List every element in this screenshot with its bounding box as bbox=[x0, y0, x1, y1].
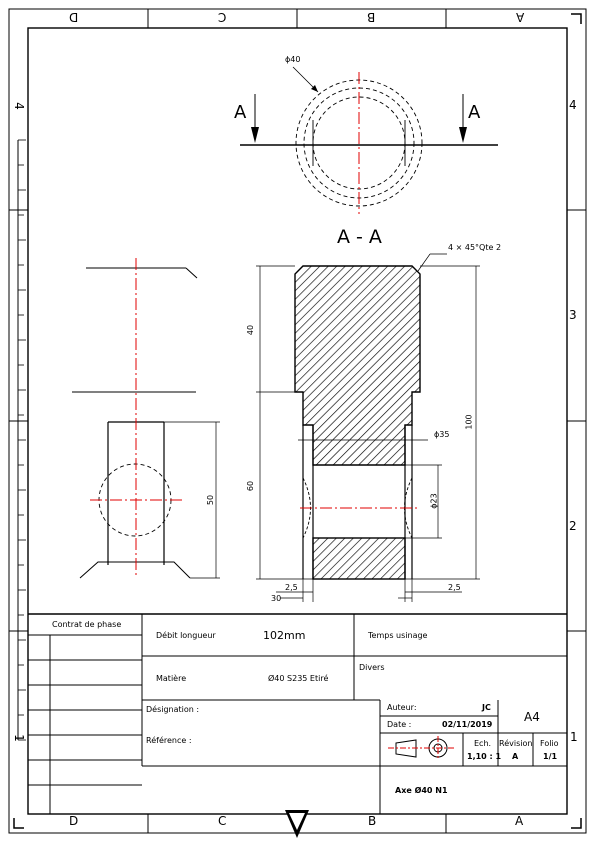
revision-value: A bbox=[512, 752, 519, 761]
divers-label: Divers bbox=[359, 663, 385, 672]
ech-value: 1,10 : 1 bbox=[467, 752, 502, 761]
debit-value: 102mm bbox=[263, 629, 306, 642]
dim-100: 100 bbox=[464, 414, 474, 430]
dim-phi35: ϕ35 bbox=[434, 430, 450, 439]
dim-2-5-left: 2,5 bbox=[285, 583, 298, 592]
zone-left-1: 1 bbox=[11, 734, 26, 742]
dim-2-5-right: 2,5 bbox=[448, 583, 461, 592]
zone-bottom-c: C bbox=[218, 814, 227, 828]
section-view bbox=[256, 254, 480, 602]
title-block-grid bbox=[28, 614, 567, 814]
matiere-value: Ø40 S235 Etiré bbox=[268, 674, 329, 683]
zone-top-d: D bbox=[69, 10, 79, 24]
zone-top-c: C bbox=[218, 10, 227, 24]
zone-left-4: 4 bbox=[11, 102, 26, 110]
zone-right-3: 3 bbox=[569, 308, 577, 322]
zone-top-a: A bbox=[516, 10, 525, 24]
revision-label: Révision bbox=[499, 739, 533, 748]
section-letter-left: A bbox=[234, 102, 247, 123]
matiere-label: Matière bbox=[156, 674, 187, 683]
side-view bbox=[72, 258, 220, 578]
zone-right-1: 1 bbox=[570, 730, 578, 744]
date-label: Date : bbox=[387, 720, 412, 729]
auteur-label: Auteur: bbox=[387, 703, 417, 712]
dim-50: 50 bbox=[206, 494, 216, 506]
date-value: 02/11/2019 bbox=[442, 720, 493, 729]
dim-top-diameter: ϕ40 bbox=[285, 55, 301, 64]
dim-30: 30 bbox=[271, 594, 282, 603]
zone-top-b: B bbox=[367, 10, 376, 24]
zone-bottom-a: A bbox=[515, 814, 524, 828]
format-value: A4 bbox=[524, 710, 540, 724]
contrat-phase-label: Contrat de phase bbox=[52, 620, 122, 629]
dim-60: 60 bbox=[246, 480, 256, 492]
drawing-frame bbox=[9, 9, 586, 838]
reference-label: Référence : bbox=[146, 736, 192, 745]
projection-symbol bbox=[388, 736, 455, 760]
debit-label: Débit longueur bbox=[156, 631, 216, 640]
designation-label: Désignation : bbox=[146, 705, 200, 714]
zone-bottom-b: B bbox=[368, 814, 377, 828]
section-title: A - A bbox=[337, 226, 382, 248]
zone-right-2: 2 bbox=[569, 519, 577, 533]
folio-label: Folio bbox=[540, 739, 559, 748]
ech-label: Ech. bbox=[474, 739, 492, 748]
dim-40: 40 bbox=[246, 324, 256, 336]
top-view bbox=[240, 67, 498, 214]
dim-phi23: ϕ23 bbox=[429, 493, 439, 509]
auteur-value: JC bbox=[482, 703, 491, 712]
folio-value: 1/1 bbox=[543, 752, 558, 761]
part-name: Axe Ø40 N1 bbox=[395, 786, 448, 795]
dim-chamfer: 4 × 45°Qte 2 bbox=[448, 243, 502, 252]
temps-label: Temps usinage bbox=[368, 631, 428, 640]
section-letter-right: A bbox=[468, 102, 481, 123]
zone-right-4: 4 bbox=[569, 98, 577, 112]
zone-bottom-d: D bbox=[69, 814, 79, 828]
